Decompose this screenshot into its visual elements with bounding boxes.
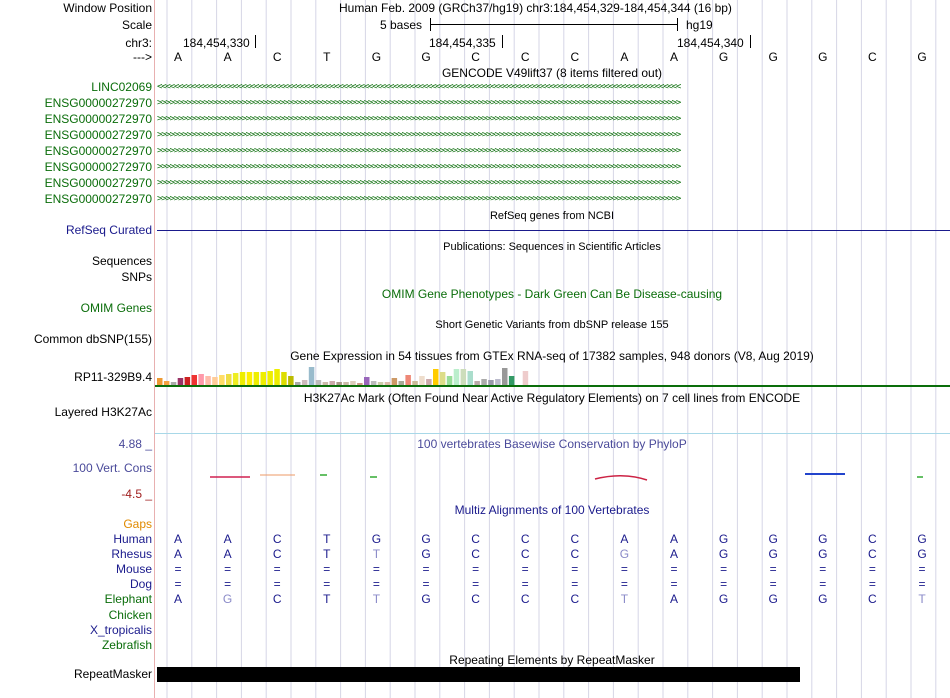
aligned-base: G xyxy=(619,547,630,562)
aligned-base: A xyxy=(173,532,183,546)
h3k27ac-label[interactable]: Layered H3K27Ac xyxy=(54,405,152,419)
gencode-gene-label[interactable]: ENSG00000272970 xyxy=(44,144,152,158)
aligned-base: = xyxy=(224,562,232,577)
aligned-base: T xyxy=(323,547,331,562)
aligned-base: G xyxy=(718,547,729,562)
reference-base: T xyxy=(323,50,331,64)
gencode-gene-label[interactable]: ENSG00000272970 xyxy=(44,192,152,206)
aligned-base: = xyxy=(521,562,529,577)
gtex-tissue-bar[interactable] xyxy=(454,369,460,386)
reference-base: C xyxy=(471,50,480,64)
aligned-base: = xyxy=(472,577,480,592)
phylop-track-label[interactable]: 100 Vert. Cons xyxy=(72,461,152,475)
aligned-base: T xyxy=(323,592,331,607)
aligned-base: C xyxy=(272,592,282,607)
reference-base: G xyxy=(818,50,828,64)
gtex-tissue-bar[interactable] xyxy=(267,371,273,386)
aligned-base: C xyxy=(868,592,877,607)
aligned-base: = xyxy=(620,577,628,592)
aligned-base: = xyxy=(472,562,480,577)
aligned-base: C xyxy=(868,547,877,562)
aligned-base: C xyxy=(570,592,580,607)
aligned-base: = xyxy=(422,562,430,577)
reference-base: G xyxy=(768,50,778,64)
aligned-base: T xyxy=(372,547,381,562)
gtex-tissue-bar[interactable] xyxy=(502,368,508,386)
phylop-signal[interactable] xyxy=(155,468,950,484)
gencode-gene-label[interactable]: ENSG00000272970 xyxy=(44,176,152,190)
reference-base: C xyxy=(520,50,530,64)
coord-tick xyxy=(255,35,256,48)
gtex-tissue-bar[interactable] xyxy=(247,372,253,386)
gtex-tissue-bar[interactable] xyxy=(240,372,246,386)
publications-track-title[interactable]: Publications: Sequences in Scientific Articles xyxy=(443,241,661,253)
dbsnp-track-title[interactable]: Short Genetic Variants from dbSNP release 155 xyxy=(435,319,669,331)
aligned-base: G xyxy=(718,532,729,546)
aligned-base: C xyxy=(520,592,530,607)
gencode-track-title[interactable]: GENCODE V49lift37 (8 items filtered out) xyxy=(441,66,663,80)
chr-label: chr3: xyxy=(125,36,152,50)
coord-label: 184,454,330 xyxy=(183,36,250,50)
phylop-track-title[interactable]: 100 vertebrates Basewise Conservation by PhyloP xyxy=(417,437,687,451)
aligned-base: C xyxy=(868,532,877,546)
species-label[interactable]: Zebrafish xyxy=(101,637,152,652)
reference-base: A xyxy=(223,50,232,64)
refseq-gene-line[interactable] xyxy=(157,230,950,231)
phylop-max-label: 4.88 _ xyxy=(118,437,152,451)
aligned-base: G xyxy=(768,592,778,607)
aligned-base: = xyxy=(868,577,876,592)
species-label[interactable]: Dog xyxy=(129,577,152,592)
gencode-gene-label[interactable]: ENSG00000272970 xyxy=(44,112,152,126)
gencode-transcript[interactable]: >>>>>>>>>>>>>>>>>>>>>>>>>>>>>>>>>>>>>>>>>>>>>>>>>>>>>>>>>>>>>>>>>>>>>>>>>>>>>>>>>>>>>>>>>>>>>>>>>>>>>>>>>>>>>>>>>>>>>>>>>>>> xyxy=(157,114,681,124)
aligned-base: G xyxy=(818,592,828,607)
aligned-base: = xyxy=(174,577,182,592)
coord-label: 184,454,335 xyxy=(429,36,496,50)
aligned-base: A xyxy=(223,547,232,562)
aligned-base: = xyxy=(819,577,827,592)
aligned-base: = xyxy=(769,577,777,592)
gaps-label[interactable]: Gaps xyxy=(123,517,152,531)
aligned-base: = xyxy=(918,577,926,592)
aligned-base: = xyxy=(372,577,380,592)
aligned-base: = xyxy=(571,577,579,592)
gencode-gene-label[interactable]: ENSG00000272970 xyxy=(44,160,152,174)
aligned-base: = xyxy=(670,562,678,577)
window-position-label: Window Position xyxy=(63,1,152,15)
gtex-tissue-bar[interactable] xyxy=(274,369,280,386)
aligned-base: = xyxy=(620,562,628,577)
aligned-base: C xyxy=(272,532,282,546)
species-label[interactable]: Rhesus xyxy=(111,547,152,562)
aligned-base: G xyxy=(818,532,828,546)
gtex-tissue-bar[interactable] xyxy=(523,371,529,386)
gencode-transcript[interactable]: >>>>>>>>>>>>>>>>>>>>>>>>>>>>>>>>>>>>>>>>>>>>>>>>>>>>>>>>>>>>>>>>>>>>>>>>>>>>>>>>>>>>>>>>>>>>>>>>>>>>>>>>>>>>>>>>>>>>>>>>>>>> xyxy=(157,98,681,108)
label-divider xyxy=(154,0,155,698)
aligned-base: = xyxy=(521,577,529,592)
reference-base: G xyxy=(421,50,431,64)
repeatmasker-label[interactable]: RepeatMasker xyxy=(73,667,152,681)
species-label[interactable]: X_tropicalis xyxy=(89,622,152,637)
aligned-base: A xyxy=(173,592,183,607)
reference-base: G xyxy=(917,50,927,64)
aligned-base: A xyxy=(669,532,679,546)
aligned-base: = xyxy=(918,562,926,577)
gencode-transcript[interactable]: >>>>>>>>>>>>>>>>>>>>>>>>>>>>>>>>>>>>>>>>>>>>>>>>>>>>>>>>>>>>>>>>>>>>>>>>>>>>>>>>>>>>>>>>>>>>>>>>>>>>>>>>>>>>>>>>>>>>>>>>>>>> xyxy=(157,194,681,204)
aligned-base: = xyxy=(273,577,281,592)
reference-base: A xyxy=(669,50,679,64)
gencode-gene-label[interactable]: ENSG00000272970 xyxy=(44,96,152,110)
h3k27ac-signal-line xyxy=(155,433,950,434)
aligned-base: = xyxy=(769,562,777,577)
aligned-base: G xyxy=(421,532,431,546)
aligned-base: = xyxy=(323,562,331,577)
dbsnp-label[interactable]: Common dbSNP(155) xyxy=(33,332,152,346)
aligned-base: = xyxy=(819,562,827,577)
aligned-base: G xyxy=(768,547,778,562)
gtex-tissue-bar[interactable] xyxy=(468,371,474,386)
aligned-base: C xyxy=(471,532,480,546)
reference-base: G xyxy=(371,50,382,64)
repeatmasker-element[interactable] xyxy=(157,667,800,682)
aligned-base: C xyxy=(570,547,580,562)
gtex-tissue-bar[interactable] xyxy=(261,372,267,386)
omim-track-title[interactable]: OMIM Gene Phenotypes - Dark Green Can Be Disease-causing xyxy=(381,287,723,301)
aligned-base: = xyxy=(670,577,678,592)
strand-label: ---> xyxy=(133,50,152,64)
repeatmasker-track-title[interactable]: Repeating Elements by RepeatMasker xyxy=(449,653,655,667)
gtex-baseline xyxy=(155,385,950,387)
multiz-track-title[interactable]: Multiz Alignments of 100 Vertebrates xyxy=(454,503,650,517)
aligned-base: = xyxy=(720,577,728,592)
aligned-base: = xyxy=(422,577,430,592)
gtex-tissue-bar[interactable] xyxy=(461,369,467,386)
aligned-base: = xyxy=(323,577,331,592)
aligned-base: C xyxy=(520,532,530,546)
aligned-base: = xyxy=(720,562,728,577)
aligned-base: T xyxy=(372,592,381,607)
aligned-base: C xyxy=(471,547,480,562)
gencode-gene-label[interactable]: LINC02069 xyxy=(91,80,152,94)
gtex-expression-bars[interactable] xyxy=(155,366,555,386)
aligned-base: G xyxy=(718,592,729,607)
gencode-transcript[interactable]: >>>>>>>>>>>>>>>>>>>>>>>>>>>>>>>>>>>>>>>>>>>>>>>>>>>>>>>>>>>>>>>>>>>>>>>>>>>>>>>>>>>>>>>>>>>>>>>>>>>>>>>>>>>>>>>>>>>>>>>>>>>> xyxy=(157,178,681,188)
gtex-tissue-bar[interactable] xyxy=(309,367,315,386)
aligned-base: C xyxy=(570,532,580,546)
scale-bar-right-tick xyxy=(677,18,678,31)
aligned-base: G xyxy=(222,592,233,607)
gencode-transcript[interactable]: >>>>>>>>>>>>>>>>>>>>>>>>>>>>>>>>>>>>>>>>>>>>>>>>>>>>>>>>>>>>>>>>>>>>>>>>>>>>>>>>>>>>>>>>>>>>>>>>>>>>>>>>>>>>>>>>>>>>>>>>>>>> xyxy=(157,130,681,140)
aligned-base: G xyxy=(371,532,382,546)
scale-label: Scale xyxy=(121,18,152,32)
reference-base: G xyxy=(718,50,729,64)
gtex-gene-label[interactable]: RP11-329B9.4 xyxy=(74,370,152,384)
aligned-base: G xyxy=(421,592,431,607)
omim-genes-label[interactable]: OMIM Genes xyxy=(80,301,152,315)
gtex-tissue-bar[interactable] xyxy=(281,372,287,386)
aligned-base: A xyxy=(669,592,679,607)
assembly-position-text: Human Feb. 2009 (GRCh37/hg19) chr3:184,454,329-184,454,344 (16 bp) xyxy=(339,1,732,15)
aligned-base: = xyxy=(224,577,232,592)
aligned-base: G xyxy=(917,547,927,562)
aligned-base: A xyxy=(669,547,679,562)
species-label[interactable]: Mouse xyxy=(115,562,152,577)
gencode-transcript[interactable]: >>>>>>>>>>>>>>>>>>>>>>>>>>>>>>>>>>>>>>>>>>>>>>>>>>>>>>>>>>>>>>>>>>>>>>>>>>>>>>>>>>>>>>>>>>>>>>>>>>>>>>>>>>>>>>>>>>>>>>>>>>>> xyxy=(157,146,681,156)
aligned-base: C xyxy=(272,547,282,562)
sequences-label[interactable]: Sequences xyxy=(91,254,152,268)
species-label[interactable]: Human xyxy=(113,532,152,546)
gtex-tissue-bar[interactable] xyxy=(433,369,439,386)
aligned-base: A xyxy=(620,532,629,546)
phylop-peak xyxy=(595,476,647,480)
h3k27ac-track-title[interactable]: H3K27Ac Mark (Often Found Near Active Regulatory Elements) on 7 cell lines from ENCODE xyxy=(303,391,801,405)
scale-db-text: hg19 xyxy=(686,18,713,32)
aligned-base: C xyxy=(520,547,530,562)
snps-label[interactable]: SNPs xyxy=(121,270,152,284)
aligned-base: = xyxy=(372,562,380,577)
aligned-base: G xyxy=(421,547,431,562)
aligned-base: = xyxy=(868,562,876,577)
gencode-transcript[interactable]: <<<<<<<<<<<<<<<<<<<<<<<<<<<<<<<<<<<<<<<<<<<<<<<<<<<<<<<<<<<<<<<<<<<<<<<<<<<<<<<<<<<<<<<<<<<<<<<<<<<<<<<<<<<<<<<<<<<<<<<<<<<< xyxy=(157,82,681,92)
aligned-base: = xyxy=(273,562,281,577)
aligned-base: G xyxy=(768,532,778,546)
aligned-base: A xyxy=(173,547,183,562)
aligned-base: G xyxy=(818,547,828,562)
aligned-base: C xyxy=(471,592,480,607)
aligned-base: T xyxy=(620,592,629,607)
coord-tick xyxy=(502,35,503,48)
gencode-transcript[interactable]: >>>>>>>>>>>>>>>>>>>>>>>>>>>>>>>>>>>>>>>>>>>>>>>>>>>>>>>>>>>>>>>>>>>>>>>>>>>>>>>>>>>>>>>>>>>>>>>>>>>>>>>>>>>>>>>>>>>>>>>>>>>> xyxy=(157,162,681,172)
phylop-min-label: -4.5 _ xyxy=(121,487,152,501)
scale-bar-left-tick xyxy=(430,18,431,31)
aligned-base: A xyxy=(223,532,232,546)
gtex-track-title[interactable]: Gene Expression in 54 tissues from GTEx RNA-seq of 17382 samples, 948 donors (V8, Aug 2019) xyxy=(290,349,814,363)
refseq-track-title[interactable]: RefSeq genes from NCBI xyxy=(489,210,615,222)
scale-bases-text: 5 bases xyxy=(380,18,423,32)
gtex-tissue-bar[interactable] xyxy=(254,372,260,386)
species-label[interactable]: Chicken xyxy=(108,607,152,622)
aligned-base: T xyxy=(323,532,331,546)
coord-tick xyxy=(750,35,751,48)
aligned-base: T xyxy=(918,592,926,607)
reference-base: A xyxy=(620,50,629,64)
coord-label: 184,454,340 xyxy=(677,36,744,50)
gencode-gene-label[interactable]: ENSG00000272970 xyxy=(44,128,152,142)
refseq-curated-label[interactable]: RefSeq Curated xyxy=(65,223,152,237)
aligned-base: = xyxy=(174,562,182,577)
species-label[interactable]: Elephant xyxy=(104,592,152,607)
reference-base: A xyxy=(173,50,183,64)
reference-base: C xyxy=(570,50,580,64)
reference-base: C xyxy=(272,50,282,64)
aligned-base: G xyxy=(917,532,927,546)
aligned-base: = xyxy=(571,562,579,577)
reference-base: C xyxy=(868,50,877,64)
scale-bar xyxy=(430,24,678,25)
gtex-tissue-bar[interactable] xyxy=(440,372,446,386)
